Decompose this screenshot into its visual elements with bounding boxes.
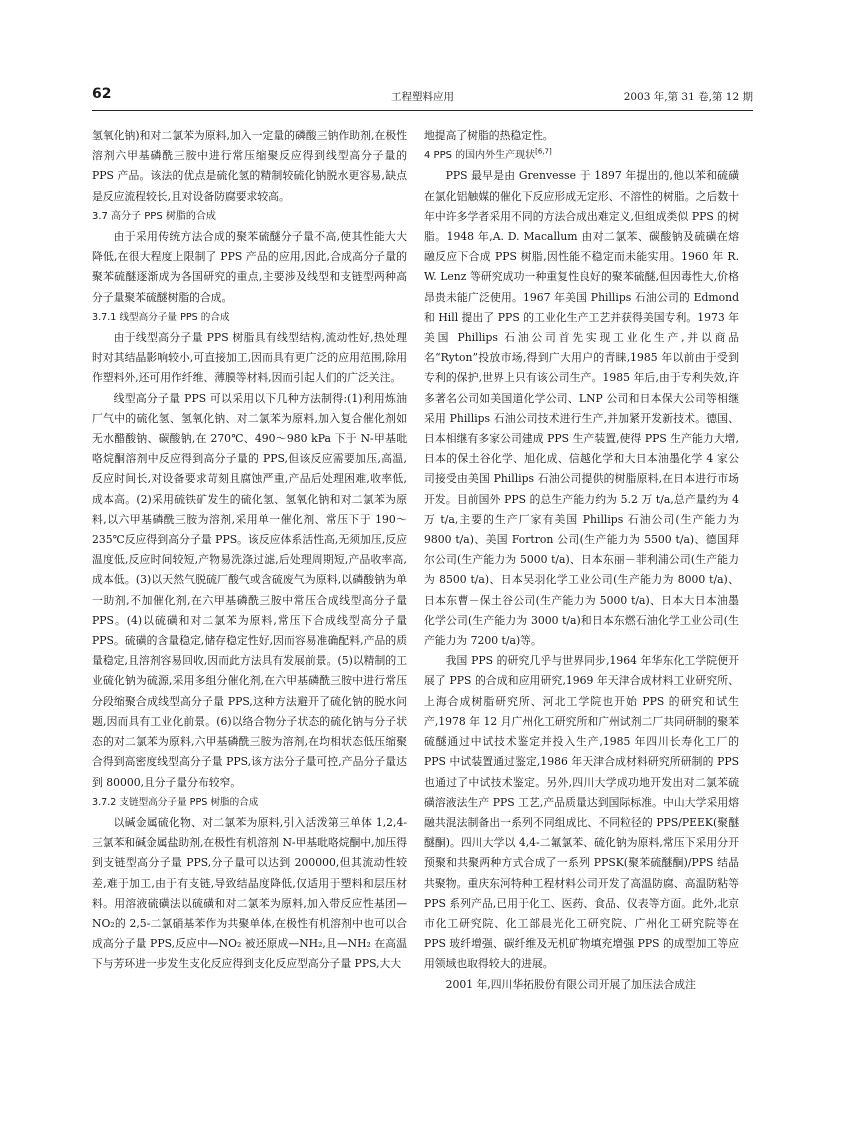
subsection-heading-3-7-1: 3.7.1 线型高分子量 PPS 的合成 — [92, 311, 230, 323]
paragraph: 2001 年,四川华拓股份有限公司开展了加压法合成注 — [445, 977, 696, 991]
paragraph: 由于线型高分子量 PPS 树脂具有线型结构,流动性好,热处理时对其结晶影响较小,可直接加工,因而具有更广泛的应用范围,除用作塑料外,还可用作纤维、薄膜等材料,因而引起人们的广泛关注。 — [92, 331, 407, 385]
paragraph: 我国 PPS 的研究几乎与世界同步,1964 年华东化工学院便开展了 PPS 的合成和应用研究,1969 年天津合成材料工业研究所、上海合成树脂研究所、河北工学院也开始 PPS 的研究和试生产,1978 年 12 月广州化工研究所和广州试剂二厂共同研制的聚苯硫醚通过中试技术鉴定并投入生产,1985 年四川长寿化工厂的 PPS 中试装置通过鉴定,1986 年天津合成材料研究所研制的 PPS 也通过了中试技术鉴定。另外,四川大学成功地开发出对二氯苯硫磺溶液法生产 PPS 工艺,产品质量达到国际标准。中山大学采用熔融共混法制备出一系列不同组成比、不同粒径的 PPS/PEEK(聚醚醚酮)。四川大学以 4,4-二氟氯苯、硫化钠为原料,常压下采用分开预聚和共聚两种方式合成了一系列 PPSK(聚苯硫醚酮)/PPS 结晶共聚物。重庆东河特种工程材料公司开发了高温防腐、高温防粘等 PPS 系列产品,已用于化工、医药、食品、仪表等方面。此外,北京市化工研究院、化工部晨光化工研究院、广州化工研究院等在 PPS 玻纤增强、碳纤维及无机矿物填充增强 PPS 的成型加工等应用领域也取得较大的进展。 — [424, 654, 739, 971]
section-heading-4 — [424, 146, 739, 166]
paragraph: 以碱金属硫化物、对二氯苯为原料,引入活泼第三单体 1,2,4-三氯苯和碱金属盐助剂,在极性有机溶剂 N-甲基吡咯烷酮中,加压得到支链型高分子量 PPS,分子量可以达到 200000,但其流动性较差,难于加工,由于有支链,导致结晶度降低,仅适用于塑料和层压材料。用溶液硫磺法以硫磺和对二氯苯为原料,加入带反应性基团—NO₂的 2,5-二氯硝基苯作为共聚单体,在极性有机溶剂中也可以合成高分子量 PPS,反应中—NO₂ 被还原成—NH₂,且—NH₂ 在高温下与芳环进一步发生支化反应得到支化反应型高分子量 PPS,大大 — [92, 815, 407, 971]
subsection-heading-3-7-2: 3.7.2 支链型高分子量 PPS 树脂的合成 — [92, 796, 259, 808]
left-column — [92, 126, 407, 975]
journal-title: 工程塑料应用 — [391, 91, 454, 103]
paragraph: 线型高分子量 PPS 可以采用以下几种方法制得:(1)利用炼油厂气中的硫化氢、氢氧化钠、对二氯苯为原料,加入复合催化剂如无水醋酸钠、碳酸钠,在 270℃、490～980 kPa 下于 N-甲基吡咯烷酮溶剂中反应得到高分子量的 PPS,但该反应需要加压,高温,反应时间长,对设备要求苛刻且腐蚀严重,产品后处理困难,收率低,成本高。(2)采用硫铁矿发生的硫化氢、氢氧化钠和对二氯苯为原料,以六甲基磷酰三胺为溶剂,采用单一催化剂、常压下于 190～235℃反应得到高分子量 PPS。该反应体系活性高,无须加压,反应温度低,反应时间较短,产物易洗涤过滤,后处理周期短,产品收率高,成本低。(3)以天然气脱硫厂酸气或含硫废气为原料,以磷酸钠为单一助剂,不加催化剂,在六甲基磷酰三胺中常压合成线型高分子量 PPS。(4)以硫磺和对二氯苯为原料,常压下合成线型高分子量 PPS。硫磺的含量稳定,储存稳定性好,因而容易准确配料,产品的质量稳定,且溶剂容易回收,因而此方法具有发展前景。(5)以精制的工业硫化钠为硫源,采用多组分催化剂,在六甲基磷酰三胺中进行常压分段缩聚合成线型高分子量 PPS,这种方法避开了硫化钠的脱水问题,因而具有工业化前景。(6)以络合物分子状态的硫化钠与分子状态的对二氯苯为原料,六甲基磷酰三胺为溶剂,在均相状态低压缩聚合得到高密度线型高分子量 PPS,该方法分子量可控,产品分子量达到 80000,且分子量分布较窄。 — [92, 391, 407, 789]
paragraph-continued: 氢氧化钠)和对二氯苯为原料,加入一定量的磷酸三钠作助剂,在极性溶剂六甲基磷酰三胺中进行常压缩聚反应得到线型高分子量的 PPS 产品。该法的优点是硫化氢的精制较硫化钠脱水更容易,缺点是反应流程较长,且对设备防腐要求较高。 — [92, 129, 407, 203]
citation: [6,7] — [535, 147, 552, 156]
paragraph-continued: 地提高了树脂的热稳定性。 — [424, 129, 554, 142]
paragraph: 由于采用传统方法合成的聚苯硫醚分子量不高,使其性能大大降低,在很大程度上限制了 PPS 产品的应用,因此,合成高分子量的聚苯硫醚逐渐成为各国研究的重点,主要涉及线型和支链型两种高分子量聚苯硫醚树脂的合成。 — [92, 230, 407, 304]
header-rule — [92, 110, 753, 111]
right-column — [424, 126, 739, 995]
section-heading-3-7: 3.7 高分子 PPS 树脂的合成 — [92, 210, 216, 222]
paragraph: PPS 最早是由 Grenvesse 于 1897 年提出的,他以苯和硫磺在氯化铝触媒的催化下反应形成无定形、不溶性的树脂。之后数十年中许多学者采用不同的方法合成出难定义,但组成类似 PPS 的树脂。1948 年,A. D. Macallum 由对二氯苯、碳酸钠及硫磺在熔融反应下合成 PPS 树脂,因性能不稳定而未能实用。1960 年 R. W. Lenz 等研究成功一种重复性良好的聚苯硫醚,但因毒性大,价格昂贵未能广泛使用。1967 年美国 Phillips 石油公司的 Edmond 和 Hill 提出了 PPS 的工业化生产工艺并获得美国专利。1973 年美国 Phillips 石油公司首先实现工业化生产,并以商品名“Ryton”投放市场,得到广大用户的青睐,1985 年以前由于受到专利的保护,世界上只有该公司生产。1985 年后,由于专利失效,许多著名公司如美国道化学公司、LNP 公司和日本保大公司等相继采用 Phillips 石油公司技术进行生产,并加紧开发新技术。德国、日本相继有多家公司建成 PPS 生产装置,使得 PPS 生产能力大增,日本的保土谷化学、旭化成、信越化学和大日本油墨化学 4 家公司接受由美国 Phillips 石油公司提供的树脂原料,在日本进行市场开发。目前国外 PPS 的总生产能力约为 5.2 万 t/a,总产量约为 4 万 t/a,主要的生产厂家有美国 Phillips 石油公司(生产能力为 9800 t/a)、美国 Fortron 公司(生产能力为 5500 t/a)、德国拜尔公司(生产能力为 5000 t/a)、日本东丽－菲利浦公司(生产能力为 8500 t/a)、日本吴羽化学工业公司(生产能力为 8000 t/a)、日本东曹－保土谷公司(生产能力为 5000 t/a)、日本大日本油墨化学公司(生产能力为 3000 t/a)和日本东燃石油化学工业公司(生产能力为 7200 t/a)等。 — [424, 169, 739, 648]
section-heading-4-text: 4 PPS 的国内外生产现状 — [424, 150, 536, 162]
running-header — [92, 86, 753, 108]
page-number: 62 — [92, 86, 112, 102]
issue-info: 2003 年,第 31 卷,第 12 期 — [623, 91, 753, 103]
